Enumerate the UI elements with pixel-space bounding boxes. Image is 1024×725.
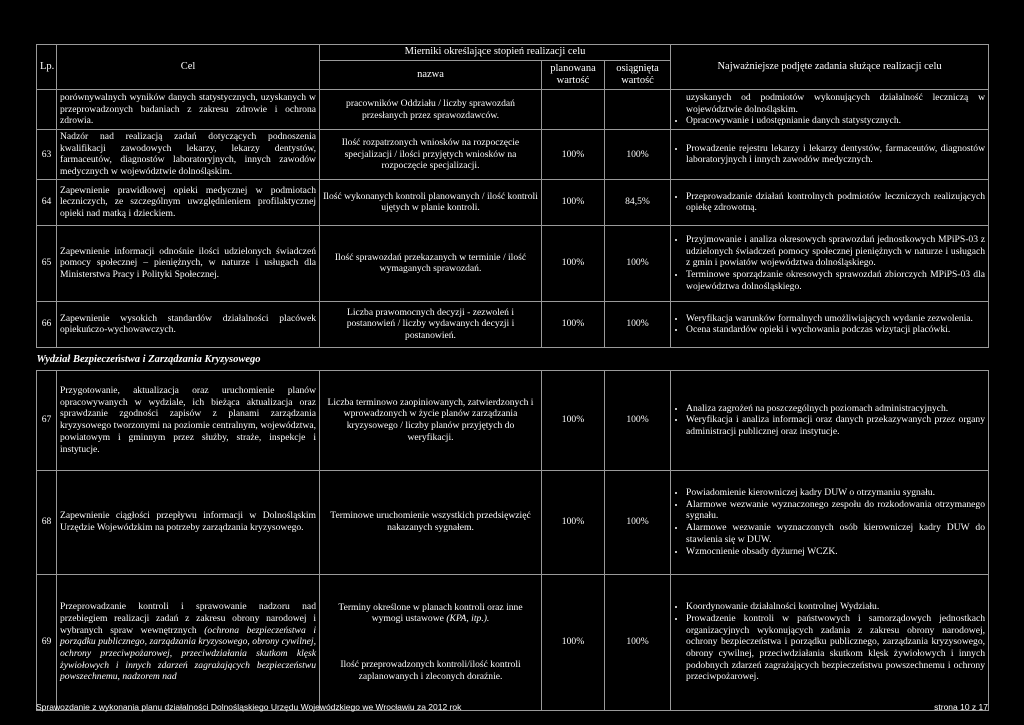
indicator-name: Ilość sprawozdań przekazanych w terminie / ilość wymaganych sprawozdań. [334,251,527,275]
indicator-name: Terminowe uruchomienie wszystkich przedsięwzięć nakazanych sygnałem. [330,510,531,534]
indicator-name: Ilość rozpatrzonych wniosków na rozpoczęcie specjalizacji / ilości przyjętych wniosków na rozpoczęcie specjalizacji. [341,136,520,172]
planned-value: 100% [542,130,605,180]
achieved-value: 100% [605,301,671,347]
table-row [37,470,989,574]
goal-text: Przygotowanie, aktualizacja oraz uruchomienie planów opracowywanych w wydziale, ich bieżąca aktualizacja oraz sprawdzanie zgodności zapisów z planami zarządzania kryzysowego tworzonymi na poziomie centralnym, województwa, powiatowym i gminnym przez służby, straże, inspekcje i instytucje. [60,385,316,455]
task-item: • Opracowywanie i udostępnianie danych statystycznych. [686,115,985,127]
planned-value: 100% [542,574,605,710]
indicator-name-part: Terminy określone w planach kontroli oraz inne wymogi ustawowe [338,601,523,625]
goal-cell [57,574,320,710]
page-number: strona 10 z 17 [934,702,988,712]
indicator-name-cell [320,130,542,180]
row-number [37,90,57,130]
tasks-cell [671,370,989,470]
department-title: Wydział Bezpieczeństwa i Zarządzania Kryzysowego [36,353,261,365]
indicator-name-cell [320,470,542,574]
table-row [37,370,989,470]
row-number: 65 [37,225,57,301]
goal-cell [57,370,320,470]
task-item: • Wzmocnienie obsady dyżurnej WCZK. [686,546,985,558]
achieved-value: 100% [605,574,671,710]
indicator-name-cell [320,574,542,710]
header-lp: Lp. [37,45,57,90]
indicator-name: pracowników Oddziału / liczby sprawozdań przesłanych przez sprawozdawców. [346,97,515,121]
indicator-name-italic: (KPA, itp.). [446,613,490,625]
footer-title: Sprawozdanie z wykonania planu działalności Dolnośląskiego Urzędu Wojewódzkiego we Wrocławiu za 2012 rok [36,702,462,712]
tasks-list [674,143,985,166]
row-number: 69 [37,574,57,710]
tasks-cell [671,225,989,301]
goal-text: porównywalnych wyników danych statystycznych, uzyskanych w przeprowadzonych badaniach z zakresu zdrowie i ochrona zdrowia. [60,91,316,127]
table-row [37,179,989,225]
achieved-value: 100% [605,225,671,301]
table-row [37,90,989,130]
tasks-cell [671,130,989,180]
planned-value: 100% [542,470,605,574]
planned-value: 100% [542,179,605,225]
row-number: 67 [37,370,57,470]
report-table [36,44,989,711]
indicator-name: Liczba terminowo zaopiniowanych, zatwierdzonych i wprowadzonych w życie planów zarządzania kryzysowego / liczby planów przyjętych do weryfikacji. [327,396,534,443]
tasks-cell [671,470,989,574]
achieved-value [605,90,671,130]
goal-cell [57,179,320,225]
tasks-list [674,313,985,336]
goal-cell [57,470,320,574]
goal-cell [57,225,320,301]
achieved-value: 100% [605,470,671,574]
indicator-name: Liczba prawomocnych decyzji - zezwoleń i postanowień / liczby wydawanych decyzji i postanowień. [346,306,515,342]
task-item: • Koordynowanie działalności kontrolnej Wydziału. [686,601,985,613]
tasks-cell [671,574,989,710]
department-section [37,347,989,370]
indicator-name: Ilość wykonanych kontroli planowanych / ilość kontroli ujętych w planie kontroli. [323,190,538,214]
tasks-list [674,234,985,293]
goal-text: Przeprowadzanie kontroli i sprawowanie nadzoru nad przebiegiem realizacji zadań z zakresu obrony narodowej i wybranych spraw wewnętrznych [60,601,316,636]
tasks-list [674,487,985,557]
table-body-health [37,90,989,348]
indicator-name-cell [320,90,542,130]
tasks-cell [671,90,989,130]
task-item: • Powiadomienie kierowniczej kadry DUW o otrzymaniu sygnału. [686,487,985,499]
task-item: • Prowadzenie rejestru lekarzy i lekarzy dentystów, farmaceutów, diagnostów laboratoryjnych i innych zawodów medycznych. [686,143,985,166]
goal-text: Zapewnienie prawidłowej opieki medycznej w podmiotach leczniczych, ze szczególnym uwzględnieniem profilaktycznej opieki nad matką i dzieckiem. [60,184,316,220]
tasks-list [674,92,985,127]
task-item: • Analiza zagrożeń na poszczególnych poziomach administracyjnych. [686,403,985,415]
header-row-1 [37,45,989,61]
planned-value: 100% [542,370,605,470]
task-item: uzyskanych od podmiotów wykonujących działalność leczniczą w województwie dolnośląskim. [686,91,986,115]
header-planowana: planowana wartość [542,61,605,90]
table-row [37,301,989,347]
tasks-list [674,191,985,214]
task-item: • Weryfikacja warunków formalnych umożliwiających wydanie zezwolenia. [686,313,985,325]
table-body-security [37,370,989,710]
tasks-cell [671,301,989,347]
header-mierniki: Mierniki określające stopień realizacji celu [320,45,671,61]
planned-value [542,90,605,130]
department-row [37,347,989,370]
achieved-value: 100% [605,130,671,180]
table-row [37,225,989,301]
row-number: 63 [37,130,57,180]
goal-text-italic: (ochrona bezpieczeństwa i porządku publicznego, zarządzania kryzysowego, obrony cywilnej, ochrony przeciwpożarowej, przeciwdziałania skutkom klęsk żywiołowych i innych zdarzeń zagrażających bezpieczeństwu powszechnemu, nadzorem nad [60,624,316,683]
task-item: • Prowadzenie kontroli w państwowych i samorządowych jednostkach organizacyjnych wykonujących zadania z zakresu obrony narodowej, ochrony bezpieczeństwa i porządku publicznego, zarządzania kryzysowego, obrony cywilnej, przeciwdziałania skutkom klęsk żywiołowych i innych podobnych zdarzeń zagrażających bezpieczeństwu powszechnemu i ochrony przeciwpożarowej. [686,613,985,683]
header-cel: Cel [57,45,320,90]
task-item: • Ocena standardów opieki i wychowania podczas wizytacji placówki. [686,324,985,336]
goal-cell [57,90,320,130]
goal-text: Zapewnienie wysokich standardów działalności placówek opiekuńczo-wychowawczych. [60,312,316,336]
page-footer [36,702,988,712]
task-item: • Alarmowe wezwanie wyznaczonych osób kierowniczej kadry DUW do stawienia się w DUW. [686,522,985,545]
planned-value: 100% [542,301,605,347]
task-item: • Terminowe sporządzanie okresowych sprawozdań zbiorczych MPiPS-03 dla województwa dolnośląskiego. [686,269,985,292]
task-item: • Alarmowe wezwanie wyznaczonego zespołu do rozkodowania otrzymanego sygnału. [686,499,985,522]
tasks-list [674,601,985,683]
report-table-container [36,44,988,711]
goal-cell [57,130,320,180]
table-row [37,574,989,710]
indicator-name [323,602,538,625]
row-number: 68 [37,470,57,574]
task-item: • Weryfikacja i analiza informacji oraz danych przekazywanych przez organy administracji publicznej oraz instytucje. [686,414,985,437]
indicator-name-cell [320,225,542,301]
row-number: 66 [37,301,57,347]
header-osiagnieta: osiągnięta wartość [605,61,671,90]
achieved-value: 100% [605,370,671,470]
goal-text: Zapewnienie ciągłości przepływu informacji w Dolnośląskim Urzędzie Wojewódzkim na potrzeby zarządzania kryzysowego. [60,510,316,534]
indicator-name-cell [320,370,542,470]
task-item: • Przyjmowanie i analiza okresowych sprawozdań jednostkowych MPiPS-03 z udzielonych świadczeń pomocy społecznej pieniężnych w naturze i usługach z gmin i powiatów województwa dolnośląskiego. [686,234,985,269]
task-item: • Przeprowadzanie działań kontrolnych podmiotów leczniczych realizujących opiekę zdrowotną. [686,191,985,214]
table-row [37,130,989,180]
goal-cell [57,301,320,347]
indicator-name-cell [320,179,542,225]
planned-value: 100% [542,225,605,301]
indicator-name-cell [320,301,542,347]
achieved-value: 84,5% [605,179,671,225]
goal-text: Nadzór nad realizacją zadań dotyczących podnoszenia kwalifikacji zawodowych lekarzy, lekarzy dentystów, farmaceutów, diagnostów laboratoryjnych, innych zawodów medycznych w województwie dolnośląskim. [60,131,316,178]
header-nazwa: nazwa [320,61,542,90]
tasks-list [674,403,985,438]
goal-text: Zapewnienie informacji odnośnie ilości udzielonych świadczeń pomocy społecznej – pieniężnych, w naturze i usługach dla Ministerstwa Pracy i Polityki Społecznej. [60,245,316,281]
row-number: 64 [37,179,57,225]
header-zadania: Najważniejsze podjęte zadania służące realizacji celu [671,45,989,90]
indicator-name-second: Ilość przeprowadzonych kontroli/ilość kontroli zaplanowanych i zleconych doraźnie. [340,659,521,682]
tasks-cell [671,179,989,225]
